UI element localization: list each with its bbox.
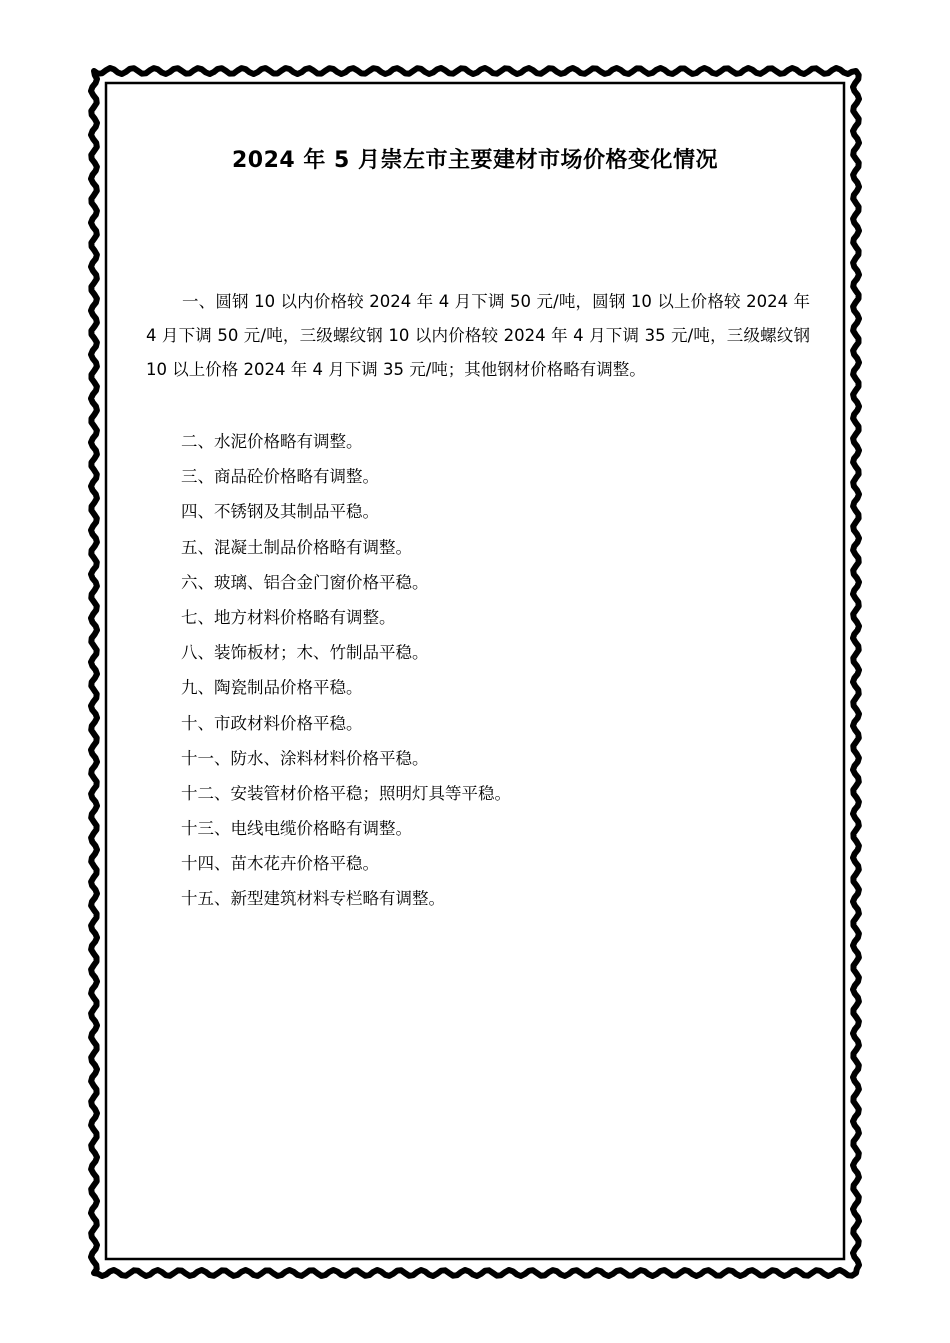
list-item: 五、混凝土制品价格略有调整。 bbox=[181, 537, 412, 557]
material-price-list bbox=[181, 424, 511, 917]
document-title: 2024 年 5 月崇左市主要建材市场价格变化情况 bbox=[231, 148, 719, 173]
list-item: 十五、新型建筑材料专栏略有调整。 bbox=[181, 889, 445, 909]
list-item: 七、地方材料价格略有调整。 bbox=[181, 607, 396, 627]
list-item: 四、不锈钢及其制品平稳。 bbox=[181, 502, 379, 522]
list-item: 十四、苗木花卉价格平稳。 bbox=[181, 854, 379, 874]
list-item: 十二、安装管材价格平稳；照明灯具等平稳。 bbox=[181, 783, 511, 803]
list-item: 十、市政材料价格平稳。 bbox=[181, 713, 363, 733]
list-item: 九、陶瓷制品价格平稳。 bbox=[181, 678, 363, 698]
list-item: 六、玻璃、铝合金门窗价格平稳。 bbox=[181, 572, 429, 592]
steel-price-paragraph: 一、圆钢 10 以内价格较 2024 年 4 月下调 50 元/吨，圆钢 10 以上价格较 2024 年 4 月下调 50 元/吨，三级螺纹钢 10 以内价格较 2024 年 4 月下调 35 元/吨，三级螺纹钢 10 以上价格 2024 年 4 月下调 35 元/吨；其他钢材价格略有调整。 bbox=[146, 292, 810, 379]
list-item: 八、装饰板材；木、竹制品平稳。 bbox=[181, 643, 429, 663]
list-item: 二、水泥价格略有调整。 bbox=[181, 432, 363, 451]
list-item: 十三、电线电缆价格略有调整。 bbox=[181, 819, 412, 839]
list-item: 十一、防水、涂料材料价格平稳。 bbox=[181, 748, 429, 768]
list-item: 三、商品砼价格略有调整。 bbox=[181, 467, 379, 487]
